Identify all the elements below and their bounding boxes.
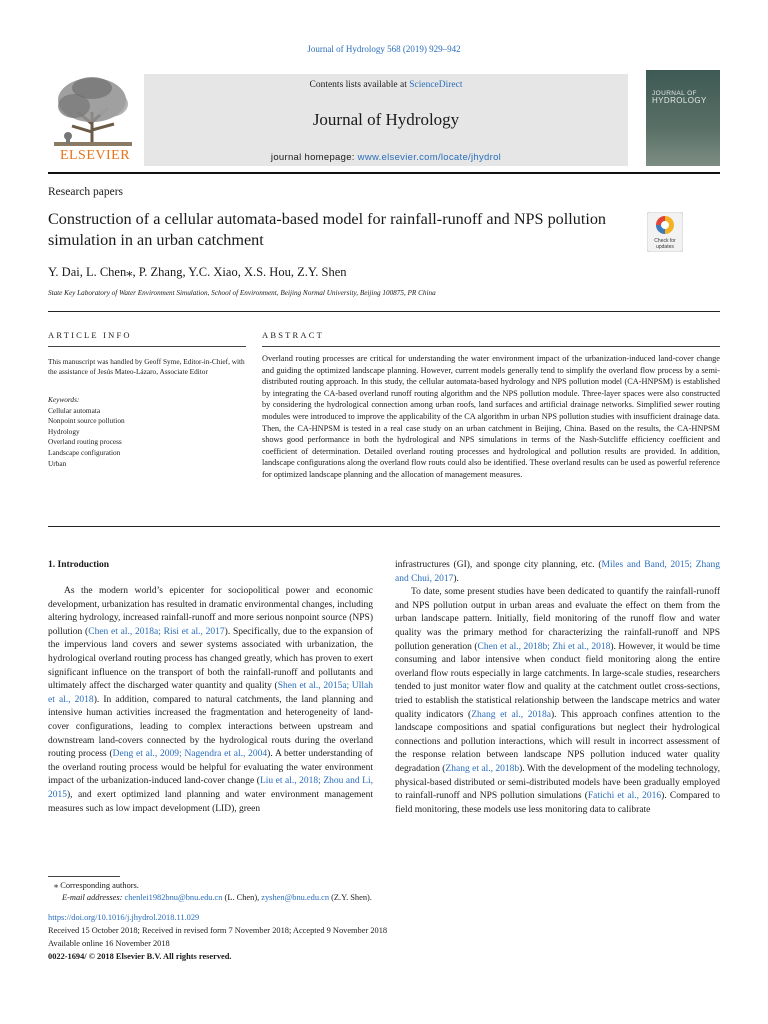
abstract-bottom-rule [48, 526, 720, 527]
header-band [144, 74, 628, 166]
cover-title [652, 90, 716, 104]
received-dates: Received 15 October 2018; Received in revised form 7 November 2018; Accepted 9 November 2018 [48, 926, 388, 935]
citation-link[interactable]: Zhang et al., 2018b [445, 763, 520, 774]
keyword-item: Cellular automata [48, 405, 101, 415]
title-rule [48, 311, 720, 312]
paragraph: To date, some present studies have been dedicated to quantify the rainfall-runoff and NPS pollution output in urban areas and evaluate the effect on them from the urban landscape pattern. Initially, field monitoring of the runoff flow and water quality was the primary method for characterizing the rainfall-runoff and NPS pollution generation (Chen et al., 2018b; Zhi et al., 2018). However, it would be time consuming and labor intensive when conduct field monitoring along the entire overland flow routs especially in large catchments. In large-scale studies, researchers tended to just monitor water flow and quality at the catchment outlet cross-sections, tried to establish the statistical relationship between the landscape metrics and water quality indicators (Zhang et al., 2018a). This approach confines attention to the landscape compositions and spatial configurations but neglect their hydrological connections and pollution interactions, which will result in incorrect assessment of the response relation between landscape NPS pollution induced water quality degradation (Zhang et al., 2018b). With the development of the modeling technology, physical-based distributed or semi-distributed models have been gradually employed to rainfall-runoff and NPS pollution simulations (Fatichi et al., 2016). Compared to field monitoring, these models use less monitoring data to calibrate [395, 587, 720, 815]
email-link[interactable]: chenlei1982bnu@bnu.edu.cn [124, 893, 223, 902]
crossmark-icon[interactable] [647, 212, 683, 252]
cover-title-line-1: JOURNAL OF [652, 90, 697, 97]
section-label: Research papers [48, 186, 124, 198]
crossmark-line-2: updates [656, 244, 674, 250]
paper-title: Construction of a cellular automata-based model for rainfall-runoff and NPS pollution simulation in an urban catchment [48, 210, 607, 249]
abstract-text: Overland routing processes are critical for understanding the water environment impact of the urbanization-induced land-cover change and guiding the optimized landscape planning. However, current models generally tend to simplify the overland flow process by a semi-distributed routing approach. In this study, the cellular automata-based hydrology and NPS pollution model (CA-HNPSM) is established by integrating the CA-based overland runoff routing algorithm and the NPS pollution module. Three-layer spaces were also constructed by considering the hydrological connection among urban roofs, land surfaces and artificial drainage networks. Simplified sewer routing modules were introduced to improve the applicability of the CA algorithm in urban NPS pollution studies with insufficient drainage data. Then, the CA-HNPSM is tested in a real case study on an urban catchment in Beijing, China. Based on the results, the CA-HNPSM shows good performance in both the hydrological and NPS simulations in terms of the Nash-Sutcliffe efficiency coefficient and coefficient of determination. Detailed overland routing processes and hydrological and pollution results are provided. In addition, landscape configurations along the overland flow routs could also be identified. These overland results can be used as powerful reference for optimized landscape planning and the allocation of management measures. [262, 354, 720, 479]
keyword-item: Overland routing process [48, 437, 122, 447]
keyword-item: Nonpoint source pollution [48, 416, 125, 426]
email-link[interactable]: zyshen@bnu.edu.cn [261, 893, 330, 902]
article-info-heading: ARTICLE INFO [48, 330, 132, 340]
publisher-wordmark: ELSEVIER [59, 148, 131, 163]
keyword-item: Landscape configuration [48, 447, 121, 457]
journal-cover[interactable] [646, 70, 720, 166]
contents-prefix: Contents lists available at [309, 80, 410, 90]
citation-link[interactable]: Shen et al., 2015a; Ullah et al., 2018 [48, 681, 373, 705]
keywords [48, 395, 246, 469]
footnote-rule [48, 876, 120, 877]
citation-link[interactable]: Fatichi et al., 2016 [587, 791, 662, 802]
authors: Y. Dai, L. Chen⁎, P. Zhang, Y.C. Xiao, X.S. Hou, Z.Y. Shen [48, 265, 347, 279]
contents-line [144, 80, 628, 90]
citation-link[interactable]: Chen et al., 2018b; Zhi et al., 2018 [477, 641, 611, 652]
affiliation: State Key Laboratory of Water Environment Simulation, School of Environment, Beijing Normal University, Beijing 100875, PR China [48, 289, 436, 297]
journal-title: Journal of Hydrology [312, 110, 460, 129]
body-column-right [395, 559, 720, 817]
body-column-left [48, 585, 373, 816]
header-rule [48, 172, 720, 174]
handled-by-note: This manuscript was handled by Geoff Syme, Editor-in-Chief, with the assistance of Jesús Mateo-Lázaro, Associate Editor [48, 357, 245, 377]
abstract-heading: ABSTRACT [262, 330, 324, 340]
journal-citation[interactable]: Journal of Hydrology 568 (2019) 929–942 [307, 44, 461, 54]
citation-link[interactable]: Miles and Band, 2015; Zhang and Chui, 2017 [395, 560, 721, 584]
article-info-rule [48, 346, 246, 347]
available-online: Available online 16 November 2018 [48, 939, 170, 948]
doi-link[interactable]: https://doi.org/10.1016/j.jhydrol.2018.11.029 [48, 913, 200, 922]
sciencedirect-link[interactable]: ScienceDirect [409, 80, 463, 90]
homepage-prefix: journal homepage: [270, 152, 358, 163]
paragraph-continued: infrastructures (GI), and sponge city planning, etc. (Miles and Band, 2015; Zhang and Chui, 2017). [395, 560, 721, 584]
cover-title-line-2: HYDROLOGY [652, 96, 707, 105]
citation-link[interactable]: Deng et al., 2009; Nagendra et al., 2004 [112, 749, 268, 760]
keywords-label: Keywords: [48, 395, 80, 404]
crossmark-line-1: Check for [654, 238, 676, 244]
citation-link[interactable]: Liu et al., 2018; Zhou and Li, 2015 [48, 776, 373, 800]
citation-link[interactable]: Zhang et al., 2018a [471, 709, 551, 720]
homepage-line [144, 152, 628, 163]
citation-link[interactable]: Chen et al., 2018a; Risi et al., 2017 [88, 626, 225, 637]
homepage-link[interactable]: www.elsevier.com/locate/jhydrol [357, 152, 502, 163]
abstract-rule [262, 346, 720, 347]
paragraph: As the modern world’s epicenter for sociopolitical power and economic development, urbanization has resulted in dramatic environmental changes, including altering hydrology, increased rainfall-runoff and more serious nonpoint source (NPS) pollution (Chen et al., 2018a; Risi et al., 2017). Specifically, due to the expansion of the impervious land covers and sewer systems associated with urbanization, the hydrological overland routing process has changed greatly, which has proven to exert significant influence on the transport of both the rainfall-runoff and pollutants and ultimately affect the discharged water quantity and quality (Shen et al., 2015a; Ullah et al., 2018). In addition, compared to natural catchments, the land planning and intensive human activities increased the fragmentation and heterogeneity of land-cover configurations, leading to complex interactions between upstream and downstream land-covers connected by the hydrological routs during the overland routing process (Deng et al., 2009; Nagendra et al., 2004). A better understanding of the overland routing process would be helpful for evaluating the water environment impact of the urbanization-induced land-cover change (Liu et al., 2018; Zhou and Li, 2015), and exert optimized land planning and water environment management measures such as low impact development (LID), green [48, 586, 374, 814]
issn-copyright: 0022-1694/ © 2018 Elsevier B.V. All rights reserved. [48, 952, 232, 961]
keyword-item: Urban [48, 458, 67, 468]
journal-header [48, 70, 720, 170]
email-addresses: E-mail addresses: chenlei1982bnu@bnu.edu.cn (L. Chen), zyshen@bnu.edu.cn (Z.Y. Shen). [62, 893, 372, 902]
corresponding-author-note: ⁎ Corresponding authors. [54, 881, 139, 890]
keyword-item: Hydrology [48, 426, 80, 436]
introduction-heading: 1. Introduction [48, 560, 110, 570]
